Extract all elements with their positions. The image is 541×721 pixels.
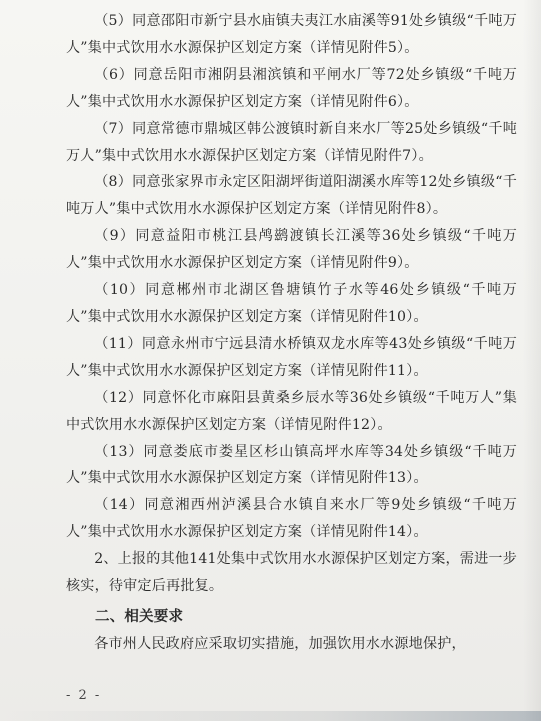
paragraph-item-7: （7）同意常德市鼎城区韩公渡镇时新自来水厂等25处乡镇级“千吨万人”集中式饮用水水源保护区划定方案（详情见附件7）。 xyxy=(66,120,517,164)
paragraph-item-14: （14）同意湘西州泸溪县合水镇自来水厂等9处乡镇级“千吨万人”集中式饮用水水源保护区划定方案（详情见附件14）。 xyxy=(66,497,517,541)
paragraph-item-11: （11）同意永州市宁远县清水桥镇双龙水库等43处乡镇级“千吨万人”集中式饮用水水源保护区划定方案（详情见附件11）。 xyxy=(66,335,517,379)
paragraph-item-5: （5）同意邵阳市新宁县水庙镇夫夷江水庙溪等91处乡镇级“千吨万人”集中式饮用水水源保护区划定方案（详情见附件5）。 xyxy=(66,13,517,56)
page-right-shadow xyxy=(523,0,541,721)
document-body xyxy=(66,8,517,658)
paragraph-item-9: （9）同意益阳市桃江县鸬鹚渡镇长江溪等36处乡镇级“千吨万人”集中式饮用水水源保护区划定方案（详情见附件9）。 xyxy=(66,228,517,272)
closing-paragraph: 各市州人民政府应采取切实措施，加强饮用水水源地保护， xyxy=(94,635,466,652)
paragraph-item-13: （13）同意娄底市娄星区杉山镇高坪水库等34处乡镇级“千吨万人”集中式饮用水水源保护区划定方案（详情见附件13）。 xyxy=(66,443,517,487)
paragraph-item-6: （6）同意岳阳市湘阴县湘滨镇和平闸水厂等72处乡镇级“千吨万人”集中式饮用水水源保护区划定方案（详情见附件6）。 xyxy=(66,66,517,110)
page-number: - 2 - xyxy=(66,688,102,703)
paragraph-item-10: （10）同意郴州市北湖区鲁塘镇竹子水等46处乡镇级“千吨万人”集中式饮用水水源保护区划定方案（详情见附件10）。 xyxy=(66,282,517,325)
paragraph-other-plans: 2、上报的其他141处集中式饮用水水源保护区划定方案，需进一步核实，待审定后再批复。 xyxy=(66,551,517,595)
page-bottom-edge xyxy=(0,711,541,721)
paragraph-item-8: （8）同意张家界市永定区阳湖坪街道阳湖溪水库等12处乡镇级“千吨万人”集中式饮用水水源保护区划定方案（详情见附件8）。 xyxy=(66,174,517,218)
section-heading: 二、相关要求 xyxy=(95,608,184,625)
paragraph-item-12: （12）同意怀化市麻阳县黄桑乡辰水等36处乡镇级“千吨万人”集中式饮用水水源保护区划定方案（详情见附件12）。 xyxy=(66,389,517,433)
